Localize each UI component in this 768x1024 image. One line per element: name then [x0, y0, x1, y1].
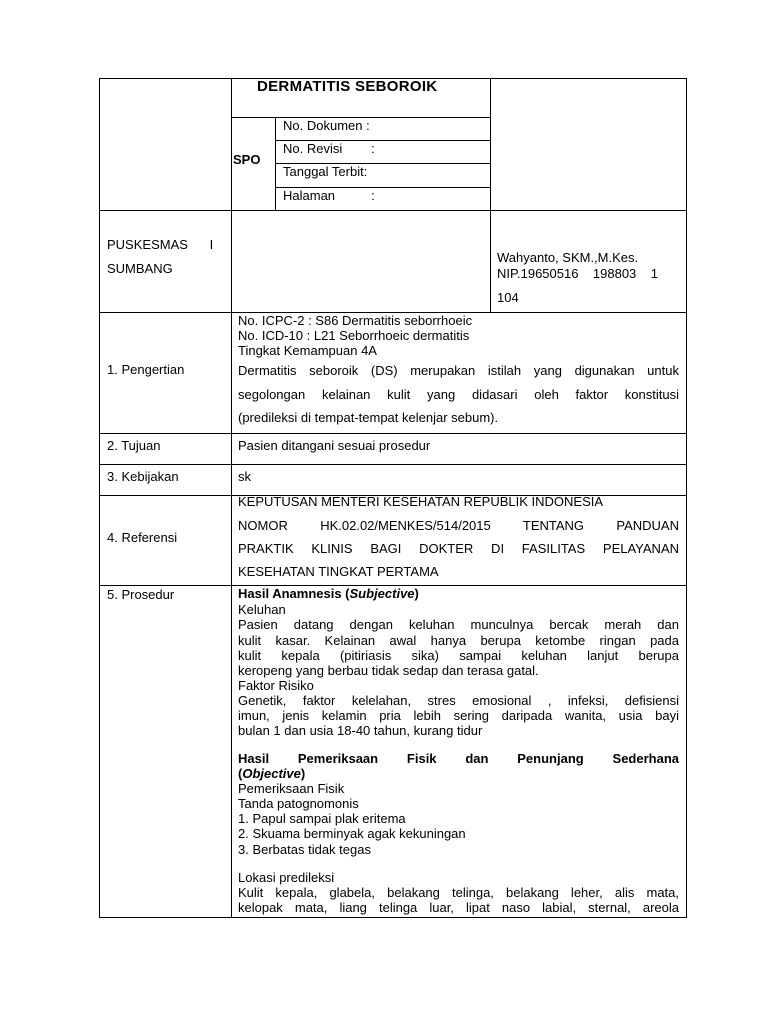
heading-anamnesis: [238, 586, 419, 602]
icpc-code: No. ICPC-2 : S86 Dermatitis seborrhoeic: [238, 313, 473, 328]
document-title: DERMATITIS SEBOROIK: [257, 78, 438, 95]
faktor-text-1: Genetik, faktor kelelahan, stres emosional , infeksi, defisiensi: [238, 693, 679, 708]
heading-anamnesis-c: ): [414, 586, 419, 601]
row-line-2: [99, 433, 687, 434]
tanda-item-3: 3. Berbatas tidak tegas: [238, 842, 371, 857]
lokasi-text-2: kelopak mata, liang telinga luar, lipat naso labial, sternal, areola: [238, 900, 679, 915]
puskesmas-name: PUSKESMAS I: [107, 237, 214, 252]
puskesmas-name-2: SUMBANG: [107, 261, 173, 276]
row-label-kebijakan: 3. Kebijakan: [107, 469, 179, 484]
keluhan-text-2: kulit kasar. Kelainan awal hanya berupa ketombe ringan pada: [238, 633, 679, 648]
row-label-referensi: 4. Referensi: [107, 530, 178, 545]
row-label-tujuan: 2. Tujuan: [107, 438, 161, 453]
icd-code: No. ICD-10 : L21 Seborrhoeic dermatitis: [238, 328, 470, 343]
tanda-item-2: 2. Skuama berminyak agak kekuningan: [238, 826, 466, 841]
referensi-line-4: KESEHATAN TINGKAT PERTAMA: [238, 564, 439, 579]
signer-name: Wahyanto, SKM.,M.Kes.: [497, 250, 639, 265]
faktor-text-2: imun, jenis kelamin pria lebih sering daripada wanita, usia bayi: [238, 708, 679, 723]
pengertian-text-3: (predileksi di tempat-tempat kelenjar sebum).: [238, 410, 499, 425]
row-line-3: [99, 464, 687, 465]
heading-objective-c: ): [300, 766, 306, 781]
kemampuan-level: Tingkat Kemampuan 4A: [238, 343, 377, 358]
faktor-text-3: bulan 1 dan usia 18-40 tahun, kurang tidur: [238, 723, 483, 738]
heading-anamnesis-b: Subjective: [349, 586, 415, 601]
signer-col-line: [490, 210, 491, 313]
body-col-line: [231, 312, 232, 918]
heading-anamnesis-a: Hasil Anamnesis (: [238, 586, 350, 601]
pemeriksaan-label: Pemeriksaan Fisik: [238, 781, 345, 796]
kebijakan-text: sk: [238, 469, 251, 484]
spo-label: SPO: [233, 152, 261, 167]
field-no-revisi: No. Revisi :: [283, 141, 375, 156]
signer-nip-cont: 104: [497, 290, 519, 305]
heading-objective-1: Hasil Pemeriksaan Fisik dan Penunjang Sederhana: [238, 751, 679, 766]
tanda-label: Tanda patognomonis: [238, 796, 359, 811]
field-tanggal-terbit: Tanggal Terbit:: [283, 164, 368, 179]
referensi-line-1: KEPUTUSAN MENTERI KESEHATAN REPUBLIK INDONESIA: [238, 494, 604, 509]
tujuan-text: Pasien ditangani sesuai prosedur: [238, 438, 431, 453]
header-col-line-right: [490, 78, 491, 211]
lokasi-text-1: Kulit kepala, glabela, belakang telinga, belakang leher, alis mata,: [238, 885, 679, 900]
keluhan-label: Keluhan: [238, 602, 286, 617]
pengertian-text-2: segolongan kelainan kulit yang didasari oleh faktor konstitusi: [238, 387, 679, 402]
header-bottom-line: [99, 210, 687, 211]
header-col-line-left: [231, 78, 232, 313]
referensi-line-2: NOMOR HK.02.02/MENKES/514/2015 TENTANG PANDUAN: [238, 518, 679, 533]
lokasi-label: Lokasi predileksi: [238, 870, 335, 885]
keluhan-text-3: kulit kepala (pitiriasis sika) sampai keluhan lanjut berupa: [238, 648, 679, 663]
field-halaman: Halaman :: [283, 188, 375, 203]
signer-nip: NIP.19650516 198803 1: [497, 266, 658, 281]
pengertian-text-1: Dermatitis seboroik (DS) merupakan istilah yang digunakan untuk: [238, 363, 679, 378]
keluhan-text-4: keropeng yang berbau tidak sedap dan terasa gatal.: [238, 663, 539, 678]
keluhan-text-1: Pasien datang dengan keluhan munculnya bercak merah dan: [238, 617, 679, 632]
heading-objective-a: (: [238, 766, 243, 781]
field-no-dokumen: No. Dokumen :: [283, 118, 370, 133]
faktor-label: Faktor Risiko: [238, 678, 314, 693]
row-label-prosedur: 5. Prosedur: [107, 587, 175, 602]
tanda-item-1: 1. Papul sampai plak eritema: [238, 811, 406, 826]
row-label-pengertian: 1. Pengertian: [107, 362, 185, 377]
referensi-line-3: PRAKTIK KLINIS BAGI DOKTER DI FASILITAS PELAYANAN: [238, 541, 679, 556]
heading-objective-b: Objective: [242, 766, 301, 781]
spo-col-line: [275, 117, 276, 211]
heading-objective-2: [238, 766, 305, 782]
